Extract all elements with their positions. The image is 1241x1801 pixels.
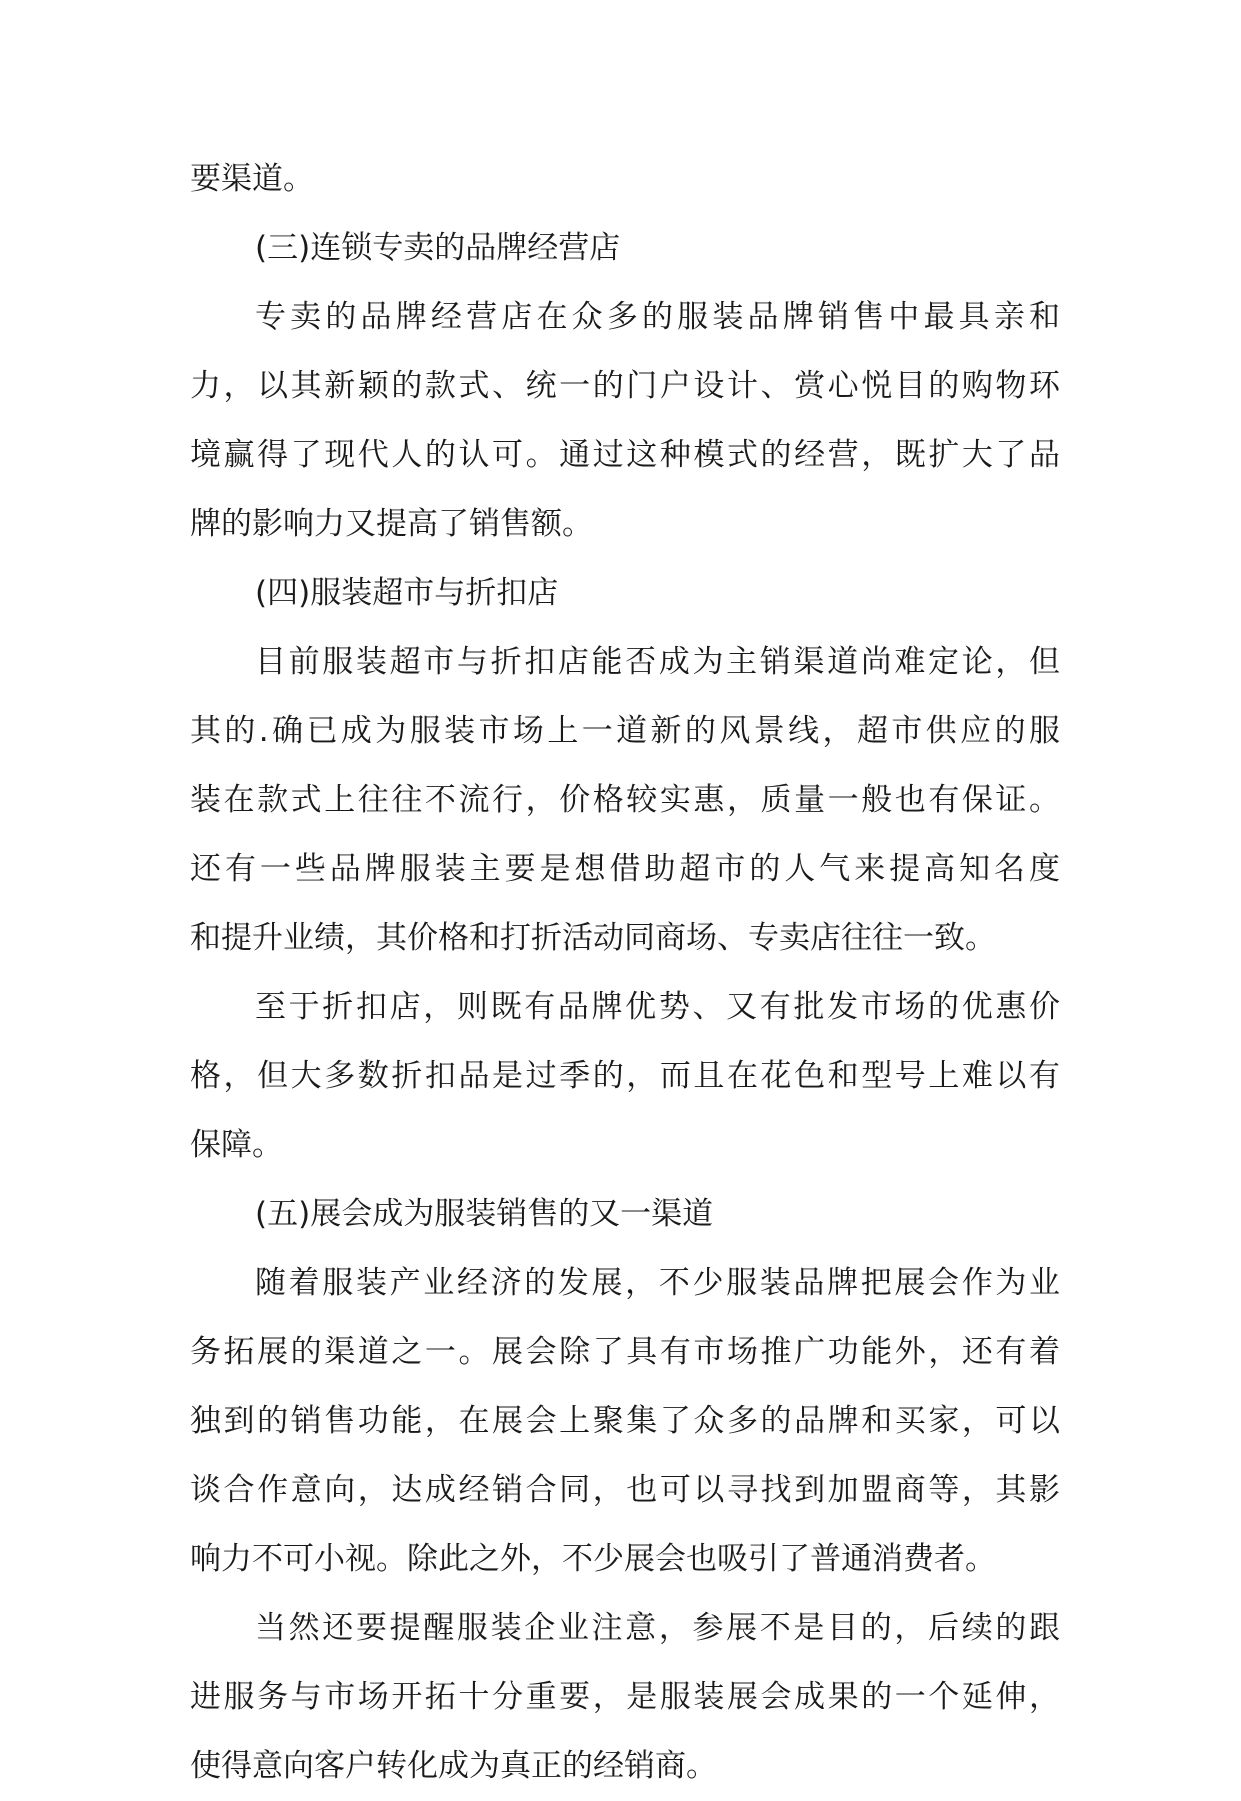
paragraph-line: 进服务与市场开拓十分重要，是服装展会成果的一个延伸，: [190, 1679, 1060, 1715]
paragraph: [190, 1249, 1060, 1594]
paragraph-line: 独到的销售功能，在展会上聚集了众多的品牌和买家，可以: [190, 1403, 1060, 1439]
paragraph-line: 格，但大多数折扣品是过季的，而且在花色和型号上难以有: [190, 1058, 1060, 1094]
paragraph-line: 力，以其新颖的款式、统一的门户设计、赏心悦目的购物环: [190, 368, 1060, 404]
heading-text: (四)服装超市与折扣店: [255, 575, 559, 611]
document-page: [190, 145, 1060, 1801]
paragraph-line: 至于折扣店，则既有品牌优势、又有批发市场的优惠价: [255, 989, 1060, 1025]
paragraph: [190, 1594, 1060, 1801]
paragraph-line: 当然还要提醒服装企业注意，参展不是目的，后续的跟: [255, 1610, 1060, 1646]
paragraph-line: 目前服装超市与折扣店能否成为主销渠道尚难定论，但: [255, 644, 1060, 680]
paragraph-line: 还有一些品牌服装主要是想借助超市的人气来提高知名度: [190, 851, 1060, 887]
paragraph-line: 务拓展的渠道之一。展会除了具有市场推广功能外，还有着: [190, 1334, 1060, 1370]
paragraph-line: 牌的影响力又提高了销售额。: [190, 506, 593, 542]
paragraph: [190, 973, 1060, 1180]
paragraph-line: 谈合作意向，达成经销合同，也可以寻找到加盟商等，其影: [190, 1472, 1060, 1508]
paragraph-line: 响力不可小视。除此之外，不少展会也吸引了普通消费者。: [190, 1541, 996, 1577]
section-heading: [190, 1180, 1060, 1249]
paragraph-line: 使得意向客户转化成为真正的经销商。: [190, 1748, 717, 1784]
section-heading: [190, 559, 1060, 628]
heading-text: (五)展会成为服装销售的又一渠道: [255, 1196, 714, 1232]
paragraph-line: 其的.确已成为服装市场上一道新的风景线，超市供应的服: [190, 713, 1060, 749]
heading-text: (三)连锁专卖的品牌经营店: [255, 230, 621, 266]
paragraph: [190, 283, 1060, 559]
paragraph-line: 专卖的品牌经营店在众多的服装品牌销售中最具亲和: [255, 299, 1060, 335]
paragraph-line: 随着服装产业经济的发展，不少服装品牌把展会作为业: [255, 1265, 1060, 1301]
paragraph-line: 装在款式上往往不流行，价格较实惠，质量一般也有保证。: [190, 782, 1060, 818]
paragraph-line: 境赢得了现代人的认可。通过这种模式的经营，既扩大了品: [190, 437, 1060, 473]
paragraph: [190, 145, 1060, 214]
paragraph: [190, 628, 1060, 973]
paragraph-line: 要渠道。: [190, 161, 314, 197]
paragraph-line: 和提升业绩，其价格和打折活动同商场、专卖店往往一致。: [190, 920, 996, 956]
paragraph-line: 保障。: [190, 1127, 283, 1163]
section-heading: [190, 214, 1060, 283]
